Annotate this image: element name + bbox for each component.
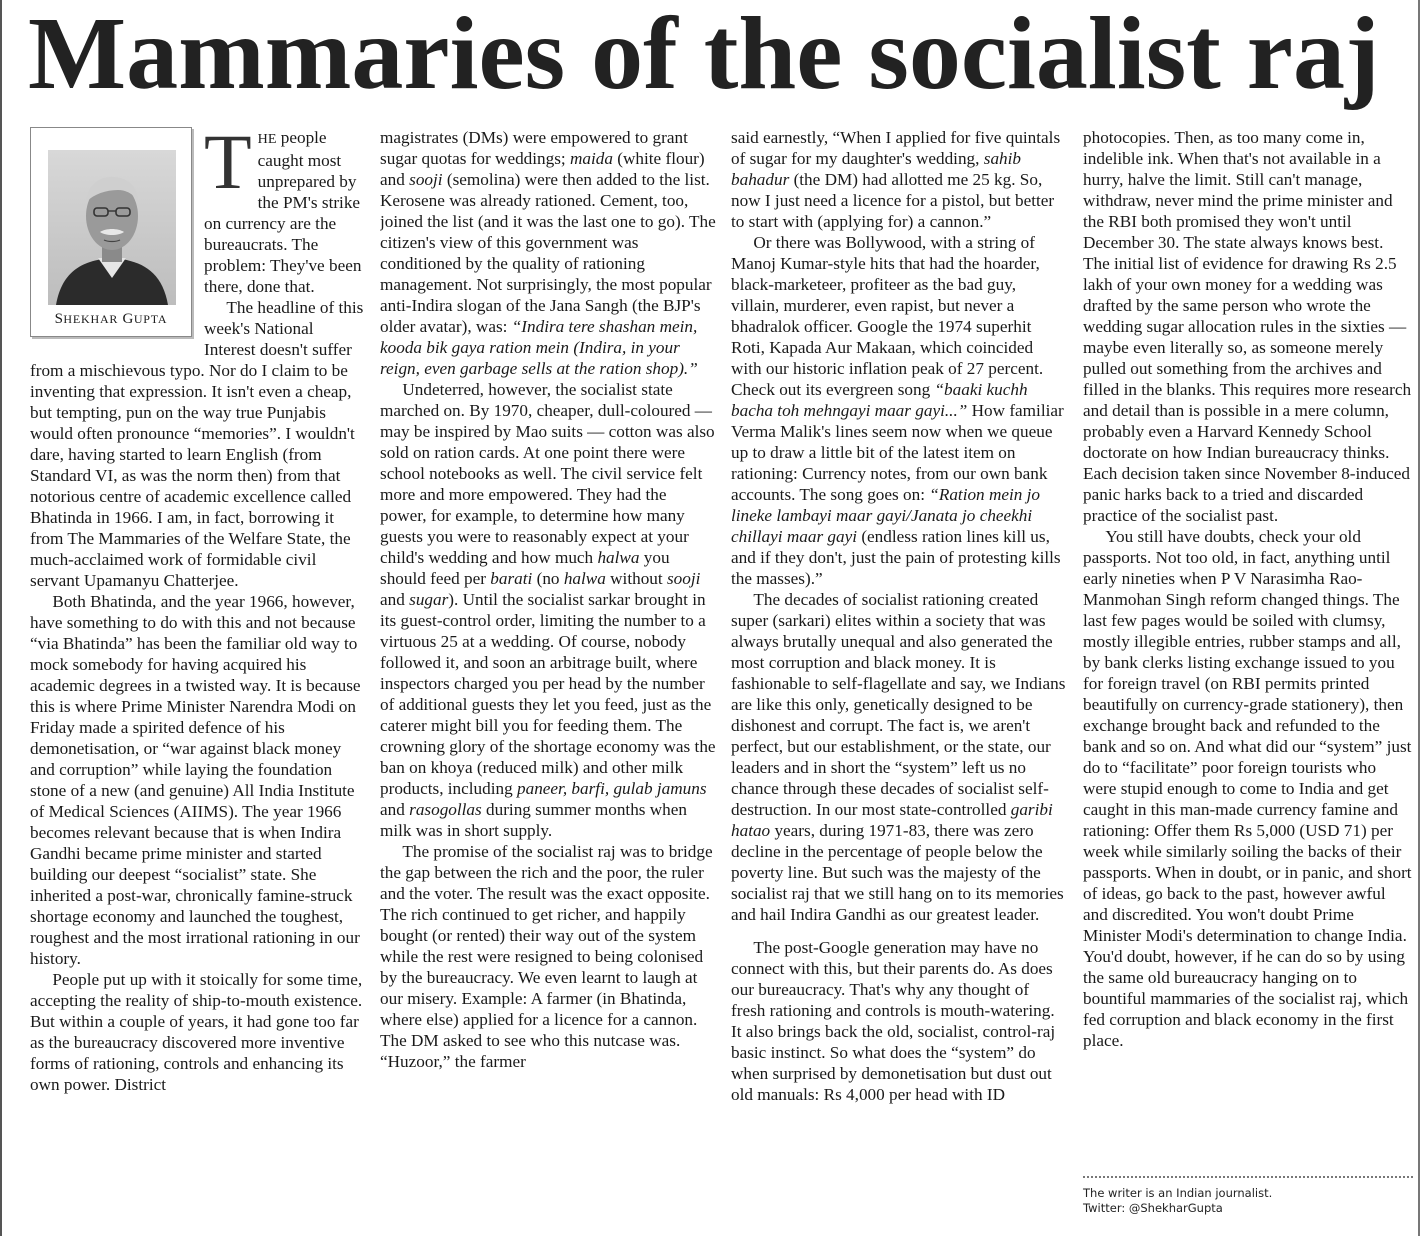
- author-photo-box: [30, 127, 192, 337]
- author-byline: SHEKHAR GUPTA: [54, 311, 168, 327]
- author-footnote: [1083, 1176, 1413, 1216]
- paragraph: magistrates (DMs) were empowered to grant sugar quotas for weddings; maida (white flour) and sooji (semolina) were then added to the list. Kerosene was already rationed. Cement, too, joined the list (and it was the last one to go). The citizen's view of this government was conditioned by the quality of rationing management. Not surprisingly, the most popular anti-Indira slogan of the Jana Sangh (the BJP's older avatar), was: “Indira tere shashan mein, kooda bik gaya ration mein (Indira, in your reign, even garbage sells at the ration shop).”: [380, 128, 716, 378]
- author-description: The writer is an Indian journalist.: [1083, 1186, 1273, 1200]
- author-twitter: Twitter: @ShekharGupta: [1083, 1201, 1223, 1215]
- column-3: [731, 127, 1067, 1217]
- left-border: [0, 0, 2, 1236]
- paragraph: Undeterred, however, the socialist state marched on. By 1970, cheaper, dull-coloured — may be inspired by Mao suits — cotton was also sold on ration cards. At one point there were school notebooks as well. The civil service felt more and more empowered. They had the power, for example, to determine how many guests you were to reasonably expect at your child's wedding and how much halwa you should feed per barati (no halwa without sooji and sugar). Until the socialist sarkar brought in its guest-control order, limiting the number to a virtuous 25 at a wedding. Of course, nobody followed it, and soon an arbitrage built, where inspectors charged you per head by the number of additional guests they let you feed, just as the caterer might bill you for feeding them. The crowning glory of the shortage economy was the ban on khoya (reduced milk) and other milk products, including paneer, barfi, gulab jamuns and rasogollas during summer months when milk was in short supply.: [380, 380, 716, 840]
- portrait-icon: [48, 150, 176, 305]
- paragraph: The headline of this week's National Interest doesn't suffer from a mischievous typo. Nor do I claim to be inventing that expression. It isn't even a cheap, but tempting, pun on the way true Punjabis would often pronounce “memories”. I wouldn't dare, having started to learn English (from Standard VI, as was the norm then) from that notorious centre of academic excellence called Bhatinda in 1966. I am, in fact, borrowing it from The Mammaries of the Welfare State, the much-acclaimed work of formidable civil servant Upamanyu Chatterjee.: [30, 298, 364, 590]
- paragraph: Both Bhatinda, and the year 1966, however, have something to do with this and not because “via Bhatinda” has been the familiar old way to mock somebody for having acquired his academic degrees in a twisted way. It is because this is where Prime Minister Narendra Modi on Friday made a spirited defence of his demonetisation, or “war against black money and corruption” while laying the foundation stone of a new (and genuine) All India Institute of Medical Sciences (AIIMS). The year 1966 becomes relevant because that is when Indira Gandhi became prime minister and started building our deepest “socialist” state. She inherited a post-war, chronically famine-struck shortage economy and launched the toughest, roughest and the most irrational rationing in our history.: [30, 592, 361, 968]
- drop-cap: T: [204, 127, 252, 205]
- column-1: [30, 127, 366, 1217]
- column-2: [380, 127, 716, 1217]
- paragraph: THE people caught most unprepared by the PM's strike on currency are the bureaucrats. The problem: They've been there, done that.: [204, 127, 362, 296]
- paragraph: The post-Google generation may have no connect with this, but their parents do. As does our bureaucracy. That's why any thought of fresh rationing and controls is mouth-watering. It also brings back the old, socialist, control-raj basic instinct. So what does the “system” do when surprised by demonetisation but dust out old manuals: Rs 4,000 per head with ID: [731, 938, 1056, 1104]
- column-4: [1083, 127, 1413, 1217]
- paragraph: The promise of the socialist raj was to bridge the gap between the rich and the poor, the ruler and the voter. The result was the exact opposite. The rich continued to get richer, and happily bought (or rented) their way out of the system while the rest were resigned to being colonised by the bureaucracy. We even learnt to laugh at our misery. Example: A farmer (in Bhatinda, where else) applied for a licence for a cannon. The DM asked to see who this nutcase was. “Huzoor,” the farmer: [380, 842, 713, 1071]
- paragraph: The decades of socialist rationing created super (sarkari) elites within a society that was always brutally unequal and also generated the most corruption and black money. It is fashionable to self-flagellate and say, we Indians are like this only, genetically designed to be dishonest and corrupt. The fact is, we aren't perfect, but our establishment, or the state, our leaders and in short the “system” left us no chance through these decades of socialist self-destruction. In our most state-controlled garibi hatao years, during 1971-83, there was zero decline in the percentage of people below the poverty line. But such was the majesty of the socialist raj that we still hang on to its memories and hail Indira Gandhi as our greatest leader.: [731, 590, 1066, 924]
- paragraph: Or there was Bollywood, with a string of Manoj Kumar-style hits that had the hoarder, black-marketeer, profiteer as the bad guy, villain, murderer, even rapist, but never a bhadralok officer. Google the 1974 superhit Roti, Kapada Aur Makaan, which coincided with our historic inflation peak of 27 percent. Check out its evergreen song “baaki kuchh bacha toh mehngayi maar gayi...” How familiar Verma Malik's lines seem now when we queue up to draw a little bit of the latest item on rationing: Currency notes, from our own bank accounts. The song goes on: “Ration mein jo lineke lambayi maar gayi/Janata jo cheekhi chillayi maar gayi (endless ration lines kill us, and if they don't, just the pain of protesting kills the masses).”: [731, 233, 1064, 588]
- author-photo: [48, 150, 176, 305]
- paragraph: People put up with it stoically for some time, accepting the reality of ship-to-mouth existence. But within a couple of years, it had gone too far as the bureaucracy discovered more inventive forms of rationing, controls and enhancing its own power. District: [30, 970, 363, 1094]
- paragraph: said earnestly, “When I applied for five quintals of sugar for my daughter's wedding, sahib bahadur (the DM) had allotted me 25 kg. So, now I just need a licence for a pistol, but better to start with (applying for) a cannon.”: [731, 128, 1061, 231]
- paragraph: photocopies. Then, as too many come in, indelible ink. When that's not available in a hurry, halve the limit. Still can't manage, withdraw, never mind the prime minister and the RBI both promised they won't until December 30. The state always knows best. The initial list of evidence for drawing Rs 2.5 lakh of your own money for a wedding was drafted by the same person who wrote the wedding sugar allocation rules in the sixties — maybe even literally so, as someone merely pulled out something from the archives and filled in the blanks. This requires more research and detail than is possible in a mere column, probably even a Harvard Kennedy School doctorate on how Indian bureaucracy thinks. Each decision taken since November 8-induced panic harks back to a tried and discarded practice of the socialist past.: [1083, 128, 1412, 525]
- headline: Mammaries of the socialist raj: [28, 0, 1380, 111]
- paragraph: You still have doubts, check your old passports. Not too old, in fact, anything until early nineties when P V Narasimha Rao-Manmohan Singh reform changed things. The last few pages would be soiled with clumsy, mostly illegible entries, rubber stamps and all, by bank clerks listing exchange issued to you for foreign travel (on RBI permits printed beautifully on currency-grade stationery), then exchange brought back and refunded to the bank and so on. And what did our “system” just do to “facilitate” poor foreign tourists who were stupid enough to come to India and get caught in this man-made currency famine and rationing: Offer them Rs 5,000 (USD 71) per week while similarly soiling the backs of their passports. When in doubt, or in panic, and short of ideas, go back to the past, however awful and discredited. You won't doubt Prime Minister Modi's determination to change India. You'd doubt, however, if he can do so by using the same old bureaucracy hanging on to bountiful mammaries of the socialist raj, which fed corruption and black economy in the first place.: [1083, 527, 1412, 1050]
